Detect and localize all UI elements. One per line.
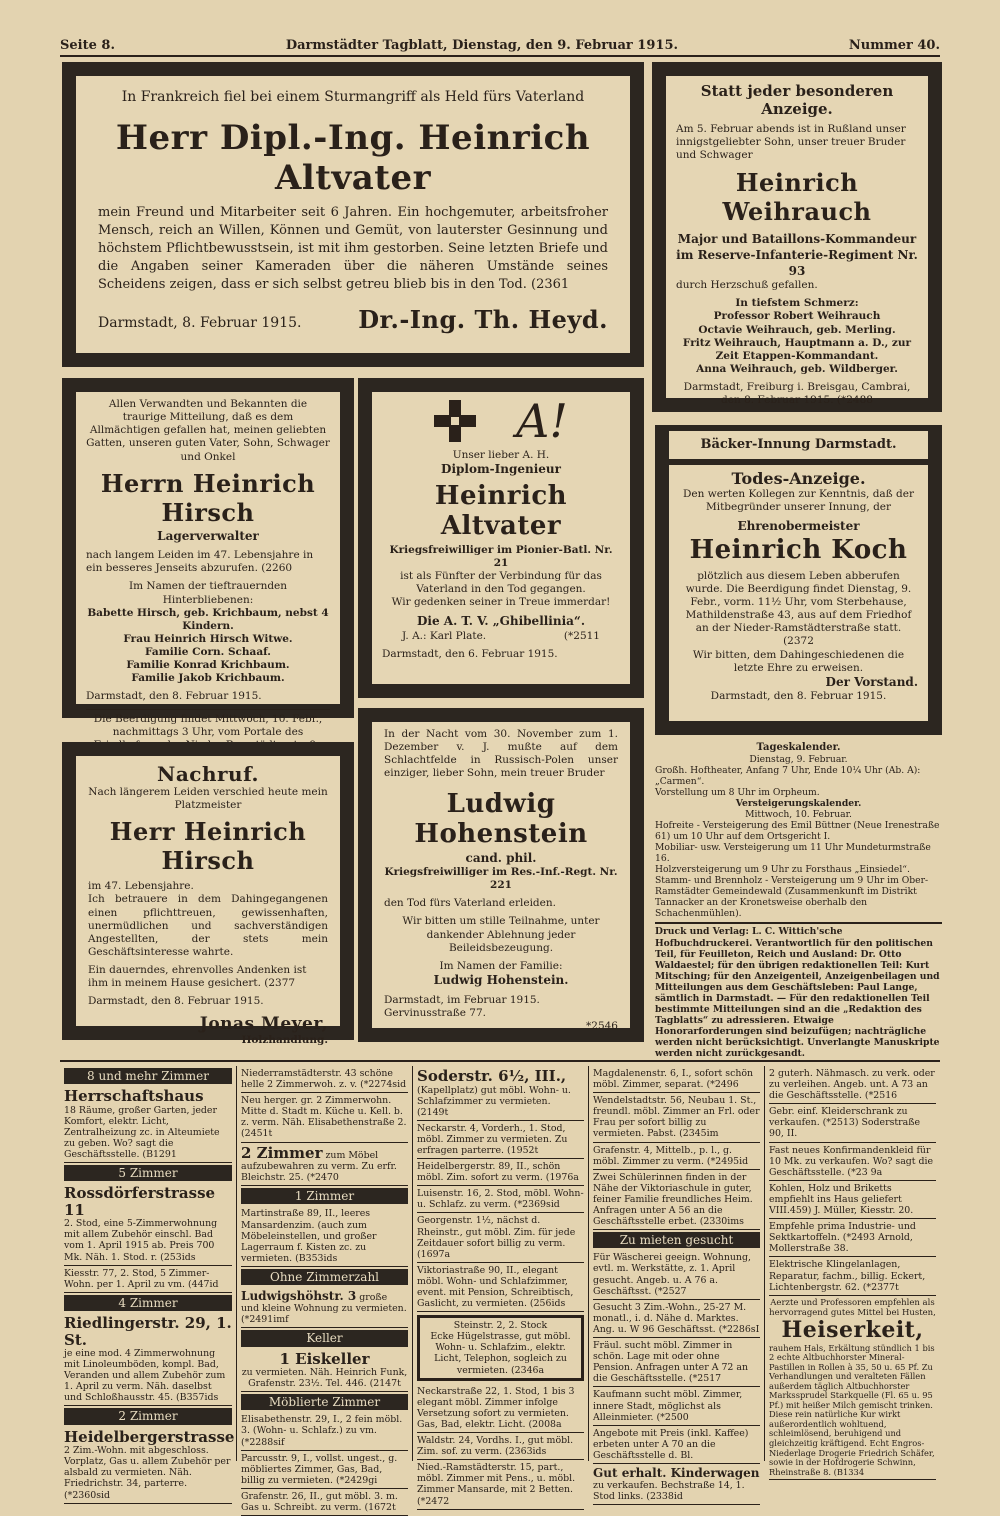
ad-text: zu vermieten. Näh. Heinrich Funk, Grafenstr. 23½. Tel. 446. (2147t bbox=[241, 1367, 408, 1390]
place-date: Darmstadt, im Februar 1915. bbox=[384, 993, 540, 1006]
ad-text: Angebote mit Preis (inkl. Kaffee) erbeten unter A 70 an die Geschäftsstelle d. Bl. bbox=[593, 1426, 760, 1464]
classified-column-2 bbox=[236, 1066, 412, 1514]
mourner: Familie Jakob Krichbaum. bbox=[131, 672, 285, 685]
ad-headline: Rossdörferstrasse 11 bbox=[64, 1184, 216, 1219]
section-bar: 5 Zimmer bbox=[64, 1165, 232, 1181]
place-date: Darmstadt, den 6. Februar 1915. bbox=[382, 648, 558, 661]
heading: Todes-Anzeige. bbox=[731, 469, 866, 488]
cause: durch Herzschuß gefallen. bbox=[676, 279, 818, 292]
calendar-line: Mobiliar- usw. Versteigerung um 11 Uhr Mundeturmstraße 16. bbox=[655, 842, 931, 865]
obituary-intro: In Frankreich fiel bei einem Sturmangriff als Held fürs Vaterland bbox=[121, 89, 585, 105]
ad-text: Neu herger. gr. 2 Zimmerwohn. Mitte d. Stadt m. Küche u. Kell. b. z. verm. Näh. Elisabethenstraße 2. (2451t bbox=[241, 1093, 408, 1142]
ad-text: Georgenstr. 1½, nächst d. Rheinstr., gut möbl. Zim. für jede Zeitdauer sofort billig zu verm. (1697a bbox=[417, 1213, 584, 1262]
ad-text: Kiesstr. 77, 2. Stod, 5 Zimmer-Wohn. per 1. April zu vm. (447id bbox=[64, 1266, 232, 1293]
street: Gervinusstraße 77. bbox=[384, 1006, 486, 1019]
section-bar: 4 Zimmer bbox=[64, 1295, 232, 1311]
iron-cross-icon bbox=[434, 400, 476, 442]
family-signature: Ludwig Hohenstein. bbox=[433, 972, 569, 987]
ad-text: Grafenstr. 26, II., gut möbl. 3. m. Gas u. Schreibt. zu verm. (1672t bbox=[241, 1489, 408, 1516]
obituary-hirsch-family bbox=[62, 378, 354, 738]
day-calendar bbox=[655, 742, 942, 1059]
body: den Tod fürs Vaterland erleiden. bbox=[384, 897, 556, 910]
request: Wir bitten um stille Teilnahme, unter dankender Ablehnung jeder Beileidsbezeugung. bbox=[402, 915, 600, 954]
club-name: Die A. T. V. „Ghibellinia“. bbox=[416, 614, 586, 629]
ad-headline: Heidelbergerstrasse bbox=[64, 1427, 235, 1446]
degree: cand. phil. bbox=[465, 850, 537, 865]
ad-text: Viktoriastraße 90, II., elegant möbl. Wohn- und Schlafzimmer, event. mit Pension, Schreibtisch, Gaslicht, zu vermieten. (256ids bbox=[417, 1263, 584, 1312]
calendar-line: Mittwoch, 10. Februar. bbox=[745, 809, 852, 821]
club-monogram: A! bbox=[516, 394, 568, 448]
ad-text: Neckarstraße 22, 1. Stod, 1 bis 3 elegant möbl. Zimmer infolge Versetzung sofort zu vermieten. Gas, Bad, elektr. Licht. (2008a bbox=[417, 1384, 584, 1433]
mourners-label: Im Namen der tieftrauernden Hinterbliebenen: bbox=[128, 580, 288, 606]
ad-text: Gesucht 3 Zim.-Wohn., 25-27 M. monatl., i. d. Nähe d. Marktes. Ang. u. W 96 Geschäftsst. (*2286sI bbox=[593, 1300, 760, 1338]
ad-text: Magdalenenstr. 6, I., sofort schön möbl. Zimmer, separat. (*2496 bbox=[593, 1066, 760, 1093]
section-bar: Ohne Zimmerzahl bbox=[241, 1269, 408, 1285]
ad-text: Für Wäscherei geeign. Wohnung, evtl. m. Werkstätte, z. 1. April gesucht. Angeb. u. A 76 a. Geschäftsst. (*2527 bbox=[593, 1250, 760, 1299]
deceased-name: Herrn Heinrich Hirsch bbox=[100, 468, 316, 527]
calendar-line: Großh. Hoftheater, Anfang 7 Uhr, Ende 10¼ Uhr (Ab. A): „Carmen“. bbox=[655, 765, 921, 788]
intro: In der Nacht vom 30. November zum 1. Dezember v. J. mußte auf dem Schlachtfelde in Russisch-Polen unser einziger, lieber Sohn, mein treuer Bruder bbox=[384, 728, 618, 780]
section-bar: Keller bbox=[241, 1330, 408, 1346]
ad-text: 2 Zim.-Wohn. mit abgeschloss. Vorplatz, Gas u. allem Zubehör per alsbald zu vermieten. Näh. Friedrichstr. 34, parterre. (*2360sid bbox=[64, 1445, 231, 1501]
section-bar: Zu mieten gesucht bbox=[593, 1232, 760, 1248]
classified-ads bbox=[60, 1060, 940, 1514]
calendar-line: Versteigerungskalender. bbox=[735, 798, 862, 810]
business: Holzhandlung. bbox=[241, 1034, 328, 1047]
intro: Unser lieber A. H. bbox=[452, 449, 550, 461]
family-member: Fritz Weihrauch, Hauptmann a. D., zur Zeit Etappen-Kommandant. bbox=[682, 336, 912, 362]
ad-text: je eine mod. 4 Zimmerwohnung mit Linoleumböden, kompl. Bad, Veranden und allem Zubehör zum 1. April zu verm. Näh. daselbst und Schloßhausstr. 45. (B357ids bbox=[64, 1348, 226, 1404]
ad-text: Empfehle prima Industrie- und Sektkartoffeln. (*2493 Arnold, Mollerstraße 38. bbox=[769, 1219, 936, 1257]
obituary-hirsch-nachruf bbox=[62, 742, 354, 1047]
regiment: im Reserve-Infanterie-Regiment Nr. 93 bbox=[676, 247, 918, 278]
calendar-line: Hofreite - Versteigerung des Emil Büttner (Neue Irenestraße 61) um 10 Uhr auf dem Ortsgericht I. bbox=[655, 820, 940, 843]
ad-text: Martinstraße 89, II., leeres Mansardenzim. (auch zum Möbeleinstellen, und großer Lagerraum f. Kisten zc. zu vermieten. (B353ids bbox=[241, 1206, 408, 1266]
deceased-name: Ludwig Hohenstein bbox=[414, 788, 588, 849]
honorary-title: Ehrenobermeister bbox=[737, 519, 860, 534]
after: nach langem Leiden im 47. Lebensjahre in ein besseres Jenseits abzurufen. (2260 bbox=[86, 549, 314, 575]
mourner: Frau Heinrich Hirsch Witwe. bbox=[123, 632, 293, 645]
ad-text: Neckarstr. 4, Vorderh., 1. Stod, möbl. Zimmer zu vermieten. Zu erfragen parterre. (1952t bbox=[417, 1121, 584, 1159]
calendar-line: Stamm- und Brennholz - Versteigerung um 9 Uhr im Ober-Ramstädter Gemeindewald (Zusammenkunft im Distrikt Tannacker an der Kronetsweise oberhalb den Schachenmühlen). bbox=[655, 875, 929, 920]
ad-text: Ecke Hügelstrasse, gut möbl. Wohn- u. Schlafzim., elektr. Licht, Telephon, sogleich zu vermieten. (2346a bbox=[430, 1331, 571, 1376]
page-number: Seite 8. bbox=[60, 37, 115, 53]
body: plötzlich aus diesem Leben abberufen wurde. Die Beerdigung findet Dienstag, 9. Febr., vorm. 11½ Uhr, vom Sterbehause, Mathildenstraße 43, aus auf dem Friedhof an der Nieder-Ramstädterstraße statt. (2372 bbox=[685, 569, 912, 648]
place-date: Darmstadt, den 8. Februar 1915. bbox=[710, 690, 887, 703]
ad-text: Heidelbergerstr. 89, II., schön möbl. Zim. sofort zu verm. (1976a bbox=[417, 1159, 584, 1186]
body: Ich betrauere in dem Dahingegangenen einen pflichttreuen, gewissenhaften, unermüdlichen und sachverständigen Angestellten, der stets mein Geschäftsinteresse wahrte. bbox=[88, 893, 328, 958]
family-label: Im Namen der Familie: bbox=[439, 959, 563, 972]
ad-text: Wendelstadtstr. 56, Neubau 1. St., freundl. möbl. Zimmer an Frl. oder Frau per sofort billig zu vermieten. Pabst. (2345im bbox=[593, 1093, 760, 1142]
signer-row: J. A.: Karl Plate. (*2511 bbox=[402, 629, 600, 642]
page-header bbox=[60, 35, 940, 57]
calendar-date: Dienstag, 9. Februar. bbox=[749, 754, 848, 765]
obituary-koch bbox=[655, 425, 942, 735]
place-date: Darmstadt, den 8. Februar 1915. bbox=[88, 995, 264, 1008]
ad-headline: Steinstr. 2, 2. Stock bbox=[453, 1320, 548, 1332]
imprint: Druck und Verlag: L. C. Wittich'sche Hofbuchdruckerei. Verantwortlich für den politischen Teil, für Feuilleton, Reich und Ausland: Dr. Otto Waldaestel; für den übrigen redaktionellen Teil: Kurt Mitsching; für den Anzeigenteil, Anzeigenbeilagen und Mitteilungen aus dem Geschäftsleben: Paul Lange, sämtlich in Darmstadt. — Für den redaktionellen Teil bestimmte Mitteilungen sind an die „Redaktion des Tagblatts“ zu adressieren. Etwaige Honorarforderungen sind beizufügen; nachträgliche werden nicht berücksichtigt. Unverlangte Manuskripte werden nicht zurückgesandt. bbox=[655, 922, 942, 1058]
obituary-body: mein Freund und Mitarbeiter seit 6 Jahren. Ein hochgemuter, arbeitsfroher Mensch, reich an Willen, Können und Gemüt, von lauterster Gesinnung und höchstem Pflichtbewusstsein, ist mit ihm gestorben. Seine letzten Briefe und die Angaben seiner Kameraden über die näheren Umstände seines Scheidens zeigen, dass er sich selbst getreu blieb bis in den Tod. (2361 bbox=[98, 204, 608, 293]
obituary-altvater-club bbox=[358, 378, 644, 698]
ad-headline: 2 Zimmer bbox=[241, 1143, 323, 1162]
age: im 47. Lebensjahre. bbox=[88, 880, 194, 893]
unit: Kriegsfreiwilliger im Res.-Inf.-Regt. Nr. 221 bbox=[384, 866, 618, 892]
rank: Major und Bataillons-Kommandeur bbox=[677, 232, 917, 247]
ad-headline: 1 Eiskeller bbox=[279, 1349, 370, 1368]
ad-text: 2 guterh. Nähmasch. zu verk. oder zu verleihen. Angeb. unt. A 73 an die Geschäftsstelle. (*2516 bbox=[769, 1066, 936, 1104]
obituary-altvater-heyd bbox=[62, 62, 644, 367]
ad-text: zum Möbel aufzubewahren zu verm. Zu erfr. Bleichstr. 25. (*2470 bbox=[241, 1149, 397, 1184]
ad-text: Zwei Schülerinnen finden in der Nähe der Viktoriaschule in guter, feiner Familie freundliches Heim. Anfragen unter A 56 an die Geschäftsstelle erbet. (2330ims bbox=[593, 1170, 760, 1230]
ad-text: Nied.-Ramstädterstr. 15, part., möbl. Zimmer mit Pens., u. möbl. Zimmer Mansarde, mit 2 Betten. (*2472 bbox=[417, 1460, 584, 1509]
place-date: Darmstadt, 8. Februar 1915. bbox=[98, 314, 302, 331]
issue-number: Nummer 40. bbox=[848, 37, 940, 53]
ad-text: rauhem Hals, Erkältung stündlich 1 bis 2 echte Altbuchhorster Mineral-Pastillen in Rollen à 35, 50 u. 65 Pf. Zu Verhandlungen und veralteten Fällen außerdem täglich Altbuchhorster Markssprudel Starkquelle (Fl. 65 u. 95 Pf.) mit heißer Milch gemischt trinken. Diese rein natürliche Kur wirkt außerordentlich wohltuend, schleimlösend, beruhigend und gleichzeitig kräftigend. Echt Engros-Niederlage Drogerie Friedrich Schäfer, sowie in der Hofdrogerie Schwinn, Rheinstraße 8. (B1334 bbox=[769, 1342, 935, 1477]
ad-text: Grafenstr. 4, Mittelb., p. l., g. möbl. Zimmer zu verm. (*2495id bbox=[593, 1143, 760, 1170]
ad-text: Elisabethenstr. 29, I., 2 fein möbl. 3. (Wohn- u. Schlafz.) zu vm. (*2288sif bbox=[241, 1412, 408, 1450]
ad-text: Fast neues Konfirmandenkleid für 10 Mk. zu verkaufen. Wo? sagt die Geschäftsstelle. (*23 9a bbox=[769, 1143, 936, 1181]
family-member: Octavie Weihrauch, geb. Merling. bbox=[698, 323, 896, 336]
memory: Wir gedenken seiner in Treue immerdar! bbox=[391, 596, 611, 609]
calendar-heading: Tageskalender. bbox=[756, 742, 841, 753]
family-member: Professor Robert Weihrauch bbox=[713, 310, 881, 323]
place-date: Darmstadt, Freiburg i. Breisgau, Cambrai, den 8. Februar 1915. (*2488 bbox=[683, 381, 911, 407]
memory: Ein dauerndes, ehrenvolles Andenken ist ihm in meinem Hause gesichert. (2377 bbox=[88, 964, 307, 990]
section-bar: 1 Zimmer bbox=[241, 1188, 408, 1204]
ad-text: Gebr. einf. Kleiderschrank zu verkaufen. (*2513) Soderstraße 90, II. bbox=[769, 1104, 936, 1142]
mourner: Babette Hirsch, geb. Krichbaum, nebst 4 Kindern. bbox=[87, 606, 329, 632]
deceased-name: Heinrich Weihrauch bbox=[722, 168, 872, 227]
job-title: Lagerverwalter bbox=[157, 528, 259, 543]
section-bar: 2 Zimmer bbox=[64, 1408, 232, 1424]
mourner: Familie Konrad Krichbaum. bbox=[126, 659, 290, 672]
ad-text: Elektrische Klingelanlagen, Reparatur, fachm., billig. Eckert, Lichtenbergstr. 62. (*2377t bbox=[769, 1257, 936, 1295]
calendar-line: Holzversteigerung um 9 Uhr zu Forsthaus „Einsiedel“. bbox=[655, 864, 910, 876]
ad-text: Parcusstr. 9, I., vollst. ungest., g. möbliertes Zimmer, Gas, Bad, billig zu vermieten. (*2429gi bbox=[241, 1451, 408, 1489]
calendar-line: Vorstellung um 8 Uhr im Orpheum. bbox=[655, 787, 820, 799]
obituary-hohenstein bbox=[358, 708, 644, 1042]
board: Der Vorstand. bbox=[825, 674, 918, 689]
section-bar: 8 und mehr Zimmer bbox=[64, 1068, 232, 1084]
funeral-notice: Die Beerdigung findet Mittwoch, 10. Febr., nachmittags 3 Uhr, vom Portale des bbox=[86, 709, 330, 766]
ad-text: zu verkaufen. Bechstraße 14, 1. Stod links. (2338id bbox=[593, 1480, 745, 1503]
ad-text: (Kapellplatz) gut möbl. Wohn- u. Schlafzimmer zu vermieten. (2149t bbox=[417, 1084, 571, 1118]
place-date: Darmstadt, den 8. Februar 1915. bbox=[86, 690, 262, 703]
ad-intro: Aerzte und Professoren empfehlen als hervorragend gutes Mittel bei Husten, bbox=[769, 1297, 936, 1318]
newspaper-title: Darmstädter Tagblatt, Dienstag, den 9. Februar 1915. bbox=[285, 37, 679, 53]
deceased-name: Heinrich Koch bbox=[689, 534, 908, 565]
section-bar: Möblierte Zimmer bbox=[241, 1394, 408, 1410]
ad-headline: Herrschaftshaus bbox=[64, 1087, 204, 1106]
guild-name: Bäcker-Innung Darmstadt. bbox=[669, 431, 928, 459]
deceased-name: Heinrich Altvater bbox=[434, 480, 568, 541]
classified-column-4 bbox=[588, 1066, 764, 1503]
signature: Jonas Meyer, bbox=[199, 1014, 328, 1035]
ad-text: große und kleine Wohnung zu vermieten. (*2491imf bbox=[241, 1292, 407, 1326]
intro: Allen Verwandten und Bekannten die traurige Mitteilung, daß es dem Allmächtigen gefallen hat, meinen geliebten Gatten, unseren guten Vater, Sohn, Schwager und Onkel bbox=[86, 398, 330, 463]
request: Wir bitten, dem Dahingeschiedenen die letzte Ehre zu erweisen. bbox=[692, 648, 905, 674]
classified-column-3 bbox=[412, 1066, 588, 1507]
unit: Kriegsfreiwilliger im Pionier-Batl. Nr. 21 bbox=[389, 543, 613, 569]
intro: Nach längerem Leiden verschied heute mein Platzmeister bbox=[88, 786, 328, 812]
family-member: Anna Weihrauch, geb. Wildberger. bbox=[696, 362, 898, 375]
classified-column-5 bbox=[764, 1066, 940, 1477]
signature: Dr.-Ing. Th. Heyd. bbox=[358, 304, 608, 334]
heading: Statt jeder besonderen Anzeige. bbox=[700, 82, 894, 118]
intro: Den werten Kollegen zur Kenntnis, daß der Mitbegründer unserer Innung, der bbox=[683, 488, 914, 514]
ad-text: Kaufmann sucht möbl. Zimmer, innere Stadt, möglichst als Alleinmieter. (*2500 bbox=[593, 1387, 760, 1425]
ad-headline: Ludwigshöhstr. 3 bbox=[241, 1289, 357, 1304]
ad-text: 18 Räume, großer Garten, jeder Komfort, elektr. Licht, Zentralheizung zc. in Alteumiete zu geben. Wo? sagt die Geschäftsstelle. (B1291 bbox=[64, 1104, 220, 1161]
ad-text: 2. Stod, eine 5-Zimmerwohnung mit allem Zubehör einschl. Bad vom 1. April 1915 ab. Preis 700 Mk. Näh. 1. Stod. r. (253ids bbox=[64, 1218, 218, 1263]
ad-headline: Gut erhalt. Kinderwagen bbox=[593, 1465, 760, 1480]
ad-headline: Riedlingerstr. 29, 1. St. bbox=[64, 1314, 232, 1349]
heading: Nachruf. bbox=[157, 762, 259, 786]
obituary-weihrauch bbox=[652, 62, 942, 412]
deceased-name: Herr Heinrich Hirsch bbox=[109, 817, 307, 876]
ad-headline: Heiserkeit, bbox=[781, 1316, 924, 1343]
ad-headline: Soderstr. 6½, III., bbox=[417, 1067, 567, 1085]
ad-text: Luisenstr. 16, 2. Stod, möbl. Wohn- u. Schlafz. zu verm. (*2369sid bbox=[417, 1186, 584, 1213]
deceased-name: Herr Dipl.-Ing. Heinrich Altvater bbox=[115, 117, 591, 198]
intro: Am 5. Februar abends ist in Rußland unser innigstgeliebter Sohn, unser treuer Bruder und Schwager bbox=[676, 123, 906, 162]
classified-column-1 bbox=[60, 1066, 236, 1501]
mourner: Familie Corn. Schaaf. bbox=[145, 646, 271, 659]
ad-text: Niederramstädterstr. 43 schöne helle 2 Zimmerwoh. z. v. (*2274sid bbox=[241, 1066, 408, 1093]
ad-code: *2546 bbox=[586, 1019, 618, 1032]
ad-text: Kohlen, Holz und Briketts empfiehlt ins Haus geliefert VIII.459) J. Müller, Kiesstr. 20. bbox=[769, 1181, 936, 1219]
grief-label: In tiefstem Schmerz: bbox=[735, 297, 859, 310]
ad-text: Fräul. sucht möbl. Zimmer in schön. Lage mit oder ohne Pension. Anfragen unter A 72 an die Geschäftsstelle. (*2517 bbox=[593, 1338, 760, 1387]
degree: Diplom-Ingenieur bbox=[441, 462, 561, 477]
ad-text: Waldstr. 24, Vordhs. I., gut möbl. Zim. sof. zu verm. (2363ids bbox=[417, 1433, 584, 1460]
body: ist als Fünfter der Verbindung für das Vaterland in den Tod gegangen. bbox=[400, 569, 602, 596]
